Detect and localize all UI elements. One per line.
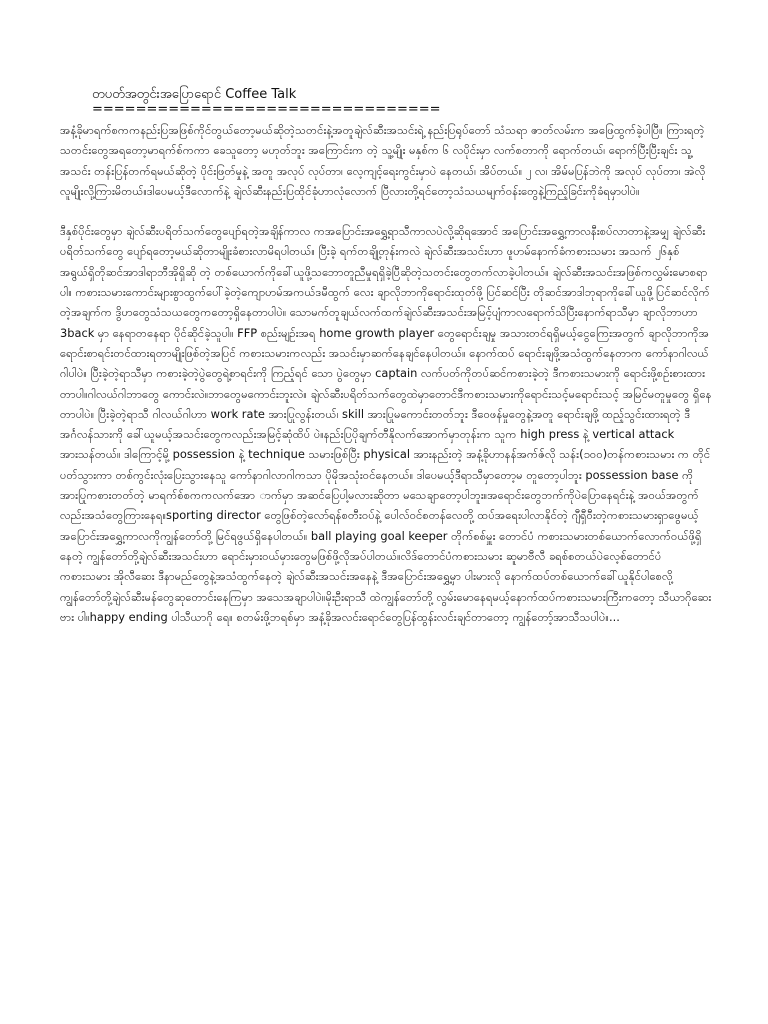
paragraph-intro: အနံ့ခိုမာရက်စကကနည်းပြအဖြစ်ကိုင်တွယ်တော့မယ်ဆိုတဲ့သတင်းနဲ့အတူချဲလ်ဆီးအသင်းရဲ့ နည်းပြရုပ်တော် သံသရာ ဇာတ်လမ်းက အဖြေထွက်ခဲ့ပါပြီ။ ကြားရတဲ့သတင်းတွေအရတော့မာရက်စ်ကကာ ခေသူတော့ မဟုတ်ဘူး အကြောင်းက တဲ့ သူ့မျိုး မနှစ်က ၆ လပိုင်းမှာ လက်စတာကို ရောက်တယ်၊ ရောက်ပြီးပြီးချင်း သူ့အသင်း တန်းပြန်တက်ရမယ်ဆိုတဲ့ ပိုင်းဖြတ်မှုနဲ့ အတူ အလုပ် လုပ်တာ၊ လေ့ကျင့်ရေးကွင်းမှာပဲ နေတယ်၊ အိပ်တယ်။ ၂ လ၊ အိမ်မပြန်ဘဲကို အလုပ် လုပ်တာ၊ အဲလို လူမျိုးလို့ကြားမိတယ်။ဒါပေမယ့်ဒီလောက်နဲ့ ချဲလ်ဆီးနည်းပြထိုင်ခုံဟာလုံလောက် ပြီလားတို့ရင်တော့သံသယမျက်ဝန်းတွေနဲ့ကြည့်ခြင်းကိုခံရမှာပါပဲ။ (60, 123, 706, 198)
paragraph-transfer: ဒီနှစ်ပိုင်းတွေမှာ ချဲလ်ဆီးပရိတ်သက်တွေပျော်ရတဲ့အချိန်ကာလ ကအပြောင်းအရွှေ့ရာသီကာလပဲလို့ဆိုရအောင် အပြောင်းအရွှေ့ကာလနီးစပ်လာတာနဲ့အမျှ ချဲလ်ဆီးပရိတ်သက်တွေ ပျော်ရတော့မယ်ဆိုတာမျိုးခံစားလာမိရပါတယ်။ ပြီးခဲ့ ရက်တချို့တုန်းကလဲ ချဲလ်ဆီးအသင်းဟာ ဖူဟမ်နောက်ခံကစားသမား အသက် ၂၆နှစ်အရွယ်ရှိတိုဆင်အာဒါရာဘီအိုရှိဆို တဲ့ တစ်ယောက်ကိုခေါ်ယူဖို့သဘောတူညီမှုရရှိခဲ့ပြီဆိုတဲ့သတင်းတွေတက်လာခဲ့ပါတယ်။ ချဲလ်ဆီးအသင်းအဖြစ်ကလွှမ်းမောစရာပါ။ ကစားသမားကောင်းများစွာထွက်ပေါ်ခဲ့တဲ့ကျောဟမ်အကယ်ဒမီထွက် လေး ချာလိုဘာကိုရောင်းထုတ်ဖို့ ပြင်ဆင်ပြီး တိုဆင်အာဒါဘုရာကိုခေါ်ယူဖို့ပြင်ဆင်လိုက်တဲ့အချက်က ဒွိဟတွေသံသယတွေကတော့ရှိနေတာပါပဲ။ သောမက်တူချယ်လက်ထက်ချဲလ်ဆီးအသင်းအမြင့်ပျံကာလရောက်သိပြီးနောက်ရာသီမှာ ချာလိုဘာဟာ 3back မှာ နေရာတနေရာ ပိုင်ဆိုင်ခဲ့သူပါ။ FFP စည်းမျဉ်းအရ home growth player တွေရောင်းချမှု အသားတင်ရရှိမယ့်ငွေကြေးအတွက် ချာလိုဘာကိုအရောင်းစာရင်းတင်ထားရတာမျိုးဖြစ်တဲ့အပြင် ကစားသမားကလည်း အသင်းမှာဆက်နေချင်နေပါတယ်။ နောက်ထပ် ရောင်းချဖို့အသံထွက်နေတာက ကော်နာဂါလယ်ဂါပါပဲ။ ပြီးခဲ့တဲ့ရာသီမှာ ကစားခဲ့တဲ့ပွဲတွေရဲ့စာရင်းကို ကြည့်ရင် သော ပွဲတွေမှာ captain လက်ပတ်ကိုတပ်ဆင်ကစားခဲ့တဲ့ ဒီကစားသမားကို ရောင်းဖို့စဉ်းစားထားတာပါ။ဂါလယ်ဂါဘာတွေ ကောင်းလဲ။ဘာတွေမကောင်းဘူးလဲ။ ချဲလ်ဆီးပရိတ်သက်တွေထဲမှာတောင်ဒီကစားသမားကိုရောင်းသင့်မရောင်းသင့် အမြင်မတူမှုတွေ ရှိနေတာပါပဲ။ ပြီးခဲ့တဲ့ရာသီ ဂါလယ်ဂါဟာ work rate အားပြုလွန်းတယ်၊ skill အားပြုမကောင်းတတ်ဘူး ဒီဝေဖန်မှုတွေနဲ့အတူ ရောင်းချဖို့ ထည့်သွင်းထားရတဲ့ ဒီအင်္ဂလန်သားကို ခေါ်ယူမယ့်အသင်းတွေကလည်းအမြင့်ဆုံထိပ် ပဲ။နည်းပြပိုချက်တီနိုလက်အောက်မှာတုန်းက သူက high press နဲ့ vertical attack အားသန်တယ်။ ဒါကြောင့်မို့ possession နဲ့ technique သမားဖြစ်ပြီး physical အားနည်းတဲ့ အနံ့ခိုဟာနန်အက်ဇ်လို သန်း(၁၀၀)တန်ကစားသမား က တိုင်ပတ်သွားကာ တစ်ကွင်းလုံးပြေးသွားနေသူ ကော်နာဂါလာဂါကသာ ပိုမိုအသုံးဝင်နေတယ်။ ဒါပေမယ့်ဒီရာသီမှာတော့မ တူတော့ပါဘူး possession base ကိုအားပြုကစားတတ်တဲ့ မာရက်စ်စကကလက်အော ာက်မှာ အဆင်ပြေပါ့မလားဆိုတာ မသေချာတော့ပါဘူး။အရောင်းတွေဘက်ကိုပဲပြောနေရင်းနဲ့ အဝယ်အတွက်လည်းအသံတွေကြားနေရ။sporting director တွေဖြစ်တဲ့လော်ရန်စတီးဝပ်နဲ့ ပေါလ်ဝင်စတန်လေတို့ ထပ်အရေးပါလာနိုင်တဲ့ ဂျီရှီဝီးတဲ့ကစားသမားရှာဖွေမယ့် အပြောင်းအရွှေ့ကာလကိုကျွန်တော်တို့ မြင်ရဖွယ်ရှိနေပါတယ်။ ball playing goal keeper တိုက်စစ်မှူး တောင်ပံ ကစားသမားတစ်ယောက်လောက်ဝယ်ဖို့ရှိနေတဲ့ ကျွန်တော်တို့ချဲလ်ဆီးအသင်းဟာ ရောင်းမှားဝယ်မှားတွေမဖြစ်ဖို့လိုအပ်ပါတယ်။လိဒ်တောင်ပံကစားသမား ဆူမာဗီလီ ခရစ်စတယ်ပဲလေ့စ်တောင်ပံ ကစားသမား အိုလီဆေး ဒီနာမည်တွေနဲ့အသံထွက်နေတဲ့ ချဲလ်ဆီးအသင်းအနေနဲ့ ဒီအပြောင်းအရွှေ့မှာ ပါးမားလို နောက်ထပ်တစ်ယောက်ခေါ်ယူနိုင်ပါစေလို့ ကျွန်တော်တို့ချဲလ်ဆီးမန်တွေဆုတောင်းနေကြမှာ အသေအချာပါပဲ။မိုးဦးရာသီ ထဲကျွန်တော်တို့ လွမ်းမောနေရမယ့်နောက်ထပ်ကစားသမားကြီးကတော့ သီယာဂိုဆေးဗား ပါ။happy ending ပါသီယာဂို ရေ။ စတမ်းဖို့ဘရစ်မှာ အနံ့ခိုအလင်းရောင်တွေပြန်ထွန်းလင်းချင်တာတော့ ကျွန်တော့်အာသီသပါပဲ။... (60, 224, 712, 624)
paragraph-spacer (60, 201, 712, 221)
document-title: တပတ်အတွင်းအပြောရောင် Coffee Talk (92, 87, 297, 102)
title-underline: ================================ (92, 103, 441, 116)
